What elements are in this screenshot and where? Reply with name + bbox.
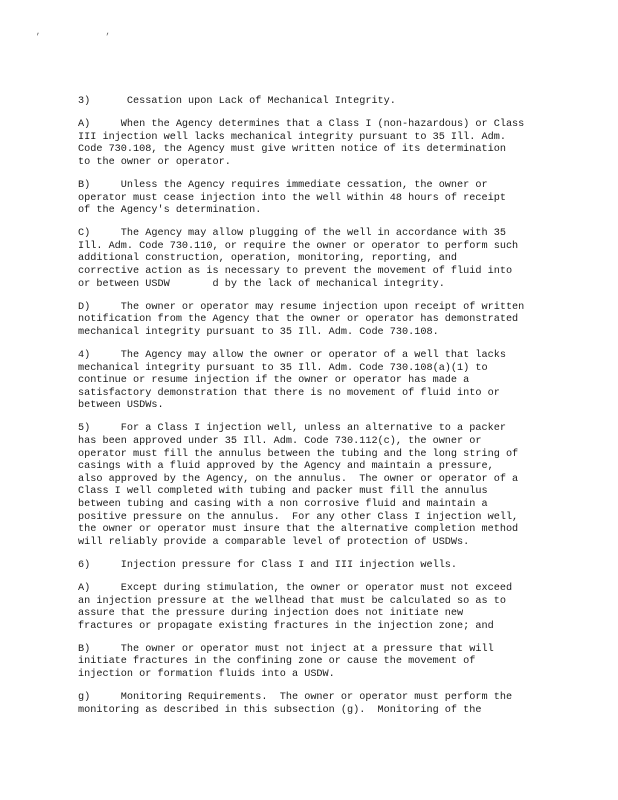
- scan-specks: , ,: [36, 28, 141, 37]
- paragraph: [78, 119, 548, 169]
- text-line: casings with a fluid approved by the Agency and maintain a pressure,: [78, 461, 494, 473]
- text-line: mechanical integrity pursuant to 35 Ill. Adm. Code 730.108(a)(1) to: [78, 362, 488, 374]
- text-line: 3) Cessation upon Lack of Mechanical Integrity.: [78, 96, 396, 107]
- text-line: C) The Agency may allow plugging of the well in accordance with 35: [78, 228, 506, 240]
- text-line: fractures or propagate existing fractures in the injection zone; and: [78, 620, 494, 632]
- text-line: A) When the Agency determines that a Class I (non-hazardous) or Class: [78, 119, 525, 131]
- text-line: an injection pressure at the wellhead that must be calculated so as to: [78, 595, 506, 607]
- text-line: continue or resume injection if the owner or operator has made a: [78, 375, 470, 387]
- text-line: to the owner or operator.: [78, 156, 231, 168]
- text-line: satisfactory demonstration that there is no movement of fluid into or: [78, 387, 500, 399]
- text-line: Ill. Adm. Code 730.110, or require the owner or operator to perform such: [78, 240, 519, 252]
- text-line: A) Except during stimulation, the owner or operator must not exceed: [78, 583, 513, 594]
- text-line: corrective action as is necessary to prevent the movement of fluid into: [78, 266, 513, 278]
- text-line: D) The owner or operator may resume injection upon receipt of written: [78, 301, 525, 313]
- document-body: [78, 96, 548, 728]
- text-line: III injection well lacks mechanical integrity pursuant to 35 Ill. Adm.: [78, 131, 506, 143]
- text-line: between USDWs.: [78, 400, 164, 412]
- text-line: additional construction, operation, monitoring, reporting, and: [78, 253, 458, 265]
- text-line: has been approved under 35 Ill. Adm. Code 730.112(c), the owner or: [78, 436, 482, 448]
- paragraph: [78, 644, 548, 682]
- text-line: monitoring as described in this subsection (g). Monitoring of the: [78, 704, 482, 716]
- text-line: operator must fill the annulus between the tubing and the long string of: [78, 448, 519, 460]
- text-line: operator must cease injection into the well within 48 hours of receipt: [78, 192, 506, 204]
- text-line: 5) For a Class I injection well, unless an alternative to a packer: [78, 423, 506, 435]
- paragraph: [78, 583, 548, 633]
- text-line: of the Agency's determination.: [78, 205, 262, 217]
- text-line: notification from the Agency that the owner or operator has demonstrated: [78, 314, 519, 326]
- paragraph: [78, 302, 548, 340]
- paragraph: [78, 228, 548, 291]
- text-line: between tubing and casing with a non corrosive fluid and maintain a: [78, 499, 488, 511]
- paragraph: [78, 423, 548, 549]
- paragraph: [78, 350, 548, 413]
- text-line: initiate fractures in the confining zone or cause the movement of: [78, 656, 476, 668]
- text-line: 4) The Agency may allow the owner or operator of a well that lacks: [78, 350, 506, 361]
- text-line: B) The owner or operator must not inject at a pressure that will: [78, 643, 494, 655]
- text-line: positive pressure on the annulus. For any other Class I injection well,: [78, 511, 519, 523]
- text-line: Class I well completed with tubing and packer must fill the annulus: [78, 486, 488, 498]
- text-line: B) Unless the Agency requires immediate cessation, the owner or: [78, 179, 488, 191]
- text-line: 6) Injection pressure for Class I and III injection wells.: [78, 559, 458, 571]
- text-line: or between USDW d by the lack of mechanical integrity.: [78, 278, 445, 290]
- text-line: Code 730.108, the Agency must give written notice of its determination: [78, 144, 506, 156]
- text-line: assure that the pressure during injection does not initiate new: [78, 608, 464, 620]
- paragraph: [78, 692, 548, 717]
- paragraph: [78, 180, 548, 218]
- text-line: the owner or operator must insure that the alternative completion method: [78, 524, 519, 536]
- text-line: mechanical integrity pursuant to 35 Ill. Adm. Code 730.108.: [78, 326, 439, 338]
- text-line: will reliably provide a comparable level of protection of USDWs.: [78, 536, 470, 548]
- text-line: injection or formation fluids into a USDW.: [78, 669, 335, 681]
- paragraph: [78, 560, 548, 573]
- paragraph: [78, 96, 548, 109]
- text-line: g) Monitoring Requirements. The owner or operator must perform the: [78, 692, 513, 704]
- text-line: also approved by the Agency, on the annulus. The owner or operator of a: [78, 473, 519, 485]
